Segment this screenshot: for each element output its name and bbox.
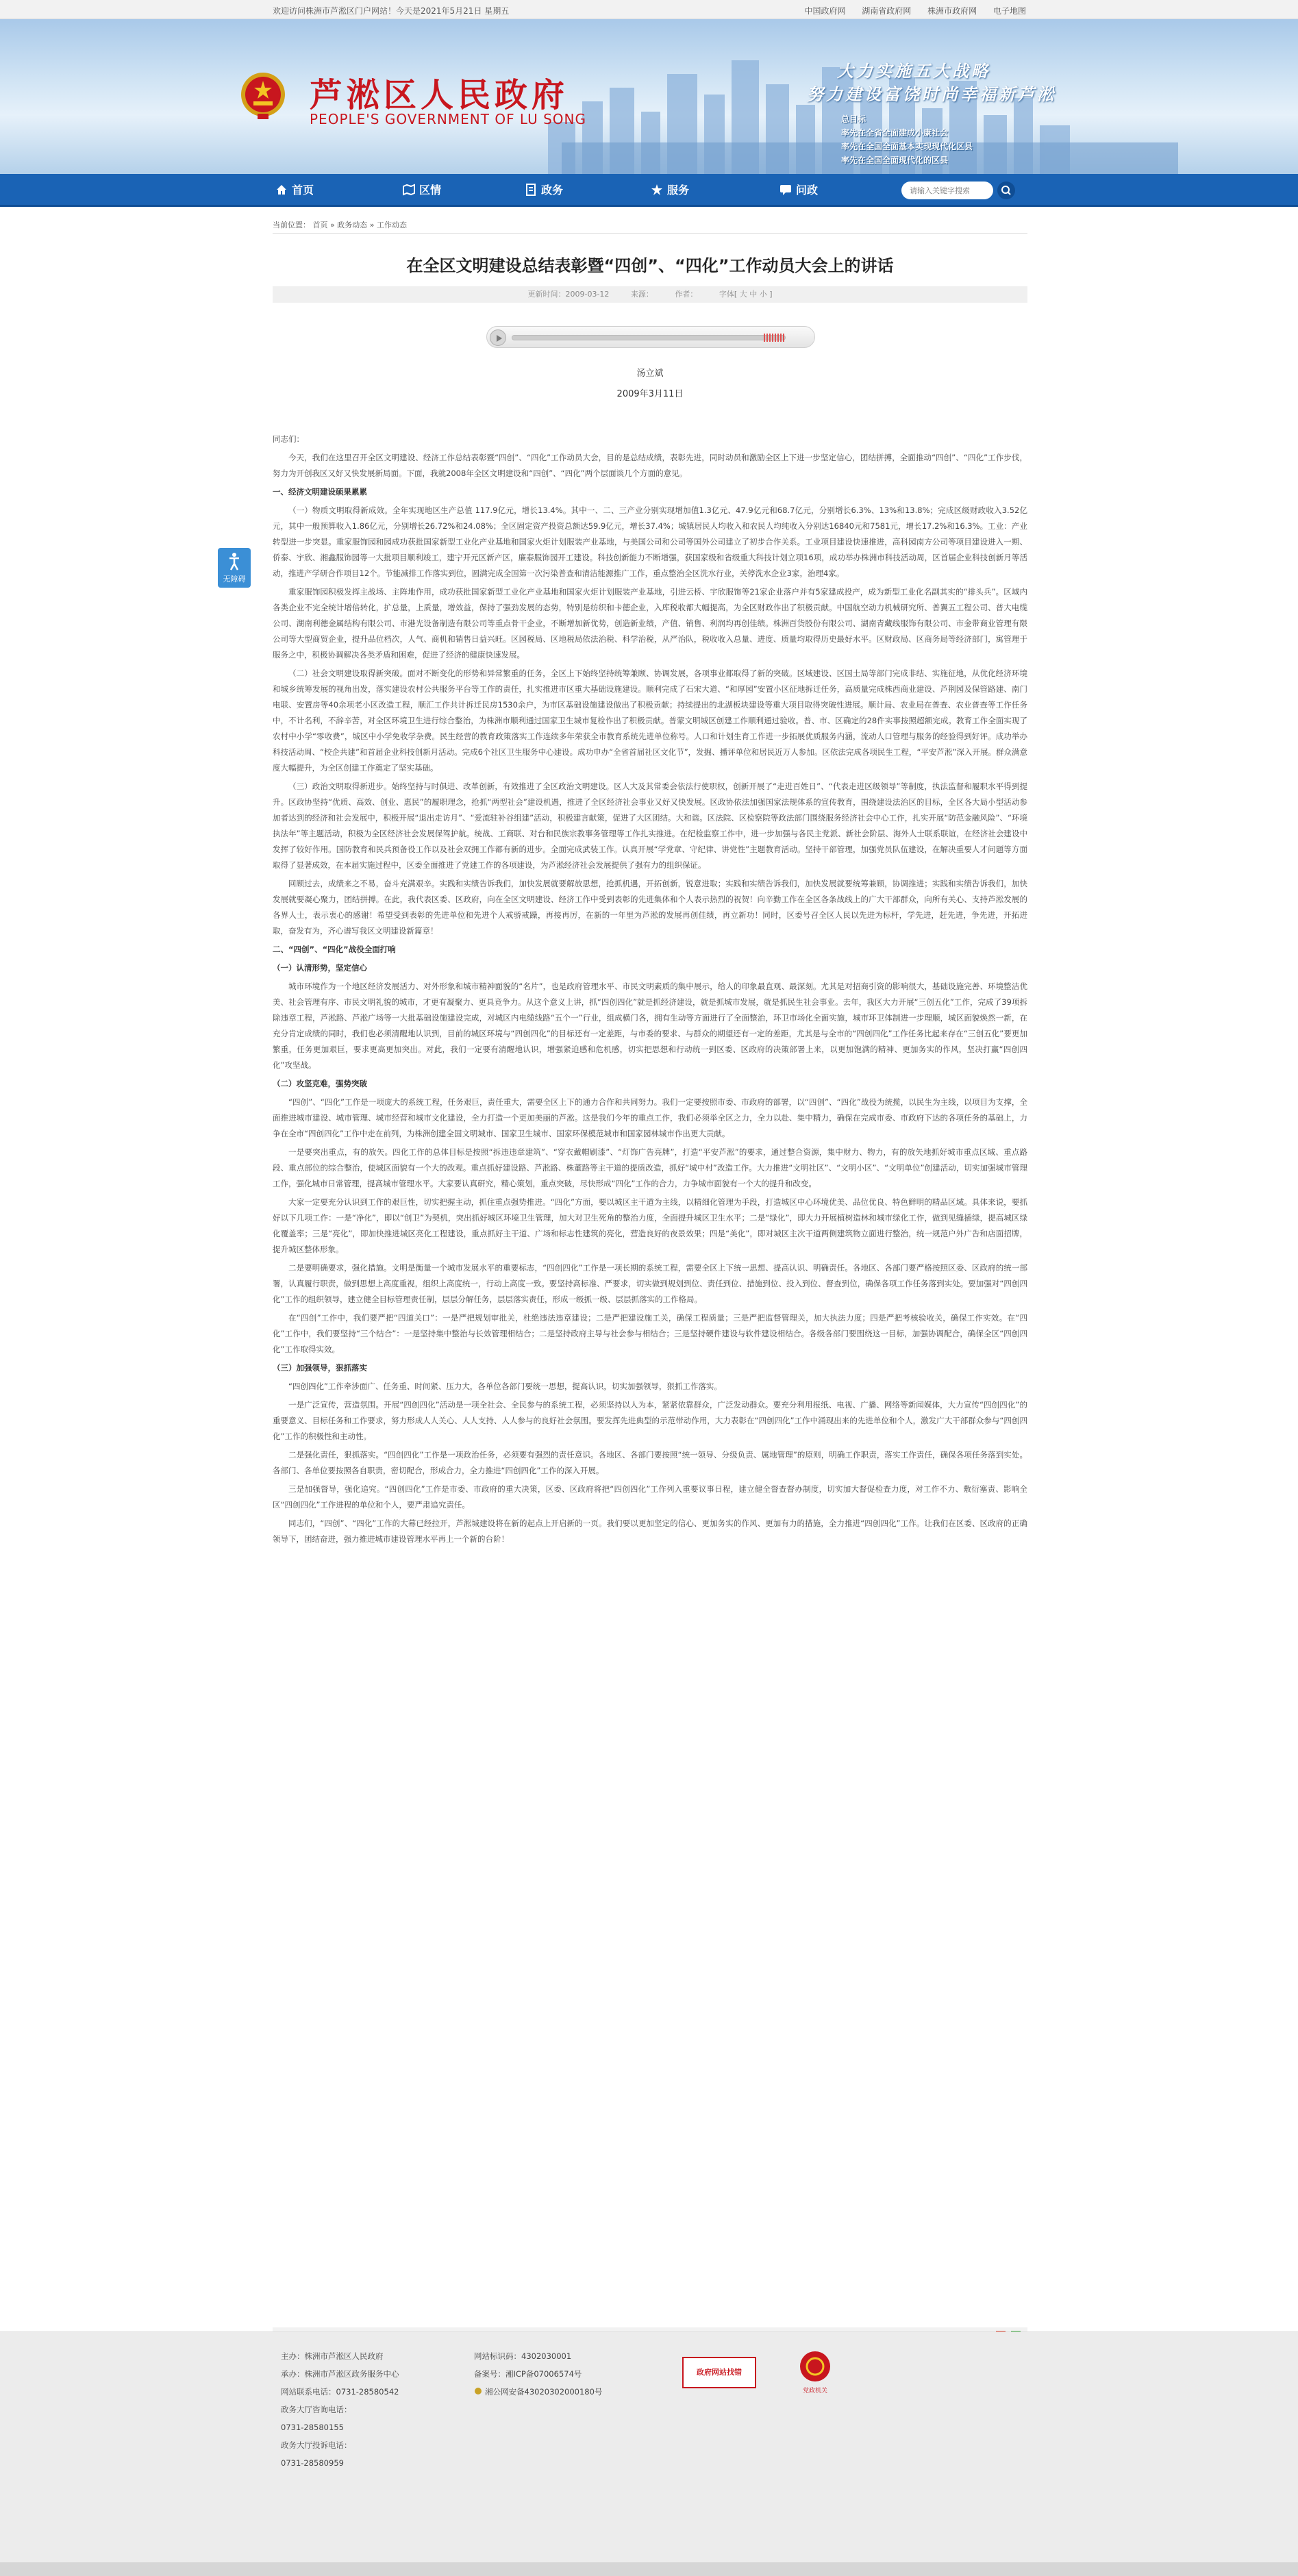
site-code: 网站标识码：4302030001	[474, 2351, 572, 2361]
accessibility-icon	[226, 552, 242, 571]
bottom-stripe	[0, 2562, 1298, 2576]
top-bar	[0, 0, 1298, 19]
article-paragraph: （三）加强领导，狠抓落实	[273, 1363, 367, 1373]
article-paragraph: 同志们，“四创”、“四化”工作的大幕已经拉开，芦淞城建设将在新的起点上开启新的一页。我们要以更加坚定的信心、更加务实的作风、更加有力的措施，全力推进“四创四化”工作。让我们在区委、区政府的正确领导下，团结奋进，强力推进城市建设管理水平再上一个新的台阶！	[273, 1518, 1027, 1544]
welcome-text: 欢迎访问株洲市芦淞区门户网站！今天是2021年5月21日 星期五	[273, 6, 510, 16]
article-paragraph: 大家一定要充分认识到工作的艰巨性，切实把握主动，抓住重点强势推进。“四化”方面，要以城区主干道为主线，以精细化管理为手段，打造城区中心环境优美、品位优良、特色鲜明的精品区域。具体来说，要抓好以下几项工作：一是“净化”，即以“创卫”为契机，突出抓好城区环境卫生管理，加大对卫生死角的整治力度，全面提升城区卫生水平；二是“绿化”，即大力开展植树造林和城市绿化工作，做到见缝插绿，提高城区绿化覆盖率；三是“亮化”，即加快推进城区亮化工程建设，重点抓好主干道、广场和标志性建筑的亮化，营造良好的夜景效果；四是“美化”，即对城区主次干道两侧建筑物立面进行整治，统一规范户外广告和店面招牌，提升城区整体形象。	[273, 1197, 1027, 1254]
footer-contact: 主办：株洲市芦淞区人民政府 承办：株洲市芦淞区政务服务中心 网站联系电话：0731-28580542 政务大厅咨询电话： 0731-28580155 政务大厅投诉电话： 0731-28580959	[281, 2351, 399, 2468]
divider	[273, 233, 1027, 234]
police-record[interactable]: 湘公网安备43020302000180号	[474, 2383, 602, 2401]
slogan-line-2: 努力建设富饶时尚幸福新芦淞	[807, 84, 1056, 104]
audio-player	[486, 326, 815, 348]
article-paragraph: （三）政治文明取得新进步。始终坚持与时俱进、改革创新，有效推进了全区政治文明建设。区人大及其常委会依法行使职权，创新开展了“走进百姓日”、“代表走进区级领导”等制度，执法监督和履职水平得到提升。区政协坚持“优质、高效、创业、惠民”的履职理念，抢抓“两型社会”建设机遇，推进了全区经济社会事业又好又快发展。区政协依法加强国家法规体系的宣传教育，围绕建设法治区的目标，全区各大局小型活动参加者达到的经济和社会发展中，积极开展“退出走访月”、“爱流驻补谷组建”活动，积极建言献策，促进了大区团结。大和谐。区法院、区检察院等政法部门围绕服务经济社会中心工作，扎实开展“防范金融风险”、“环境执法年”等主题活动，积极为全区经济社会发展保驾护航。统战、工商联、对台和民族宗教事务管理等工作扎实推进。在纪检监察工作中，进一步加强与各民主党派、新社会阶层、海外人士联系联谊，在经济社会建设中发挥了较好作用。国防教育和民兵预备役工作以及社会双拥工作都有新的进步。全面完成武装工作。认真开展“学党章、守纪律、讲党性”主题教育活动。坚持干部管理，加强党员队伍建设，在解决重要人才问题等方面取得了显著成效，在本届实施过程中，区委全面推进了党建工作的各项建设，为芦淞经济社会发展提供了强有力的组织保证。	[273, 781, 1027, 870]
article-paragraph: “四创”、“四化”工作是一项庞大的系统工程，任务艰巨，责任重大，需要全区上下的通力合作和共同努力。我们一定要按照市委、市政府的部署，以“四创”、“四化”战役为统揽，以民生为主线，以项目为支撑，全面推进城市建设、城市管理、城市经营和城市文化建设，全力打造一个更加美丽的芦淞。这是我们今年的重点工作，我们必须举全区之力，全力以赴、集中精力，确保在完成市委、市政府下达的各项任务的基础上，力争在全市“四创四化”工作中走在前列，为株洲创建全国文明城市、国家卫生城市、国家环保模范城市和国家园林城市作出更大贡献。	[273, 1097, 1027, 1138]
article-paragraph: 二、“四创”、“四化”战役全面打响	[273, 945, 396, 954]
meta-date: 更新时间：2009-03-12	[527, 290, 610, 299]
site-subtitle: PEOPLE'S GOVERNMENT OF LU SONG	[310, 111, 586, 127]
party-emblem-icon	[795, 2350, 836, 2383]
article-paragraph: 一是广泛宣传，营造氛围。开展“四创四化”活动是一项全社会、全民参与的系统工程，必须坚持以人为本，紧紧依靠群众，广泛发动群众。要充分利用报纸、电视、广播、网络等新闻媒体，大力宣传“四创四化”的重要意义、目标任务和工作要求，努力形成人人关心、人人支持、人人参与的良好社会氛围。要发挥先进典型的示范带动作用，大力表彰在“四创四化”工作中涌现出来的先进单位和个人，激发广大干部群众参与“四创四化”工作的积极性和主动性。	[273, 1400, 1027, 1441]
national-emblem-icon	[240, 71, 286, 121]
article-meta	[273, 286, 1027, 303]
article-paragraph: 二是强化责任，狠抓落实。“四创四化”工作是一项政治任务，必须要有强烈的责任意识。各地区、各部门要按照“统一领导、分级负责、属地管理”的原则，明确工作职责，落实工作责任，确保各项任务落到实处。各部门、各单位要按照各自职责，密切配合，形成合力，全力推进“四创四化”工作的深入开展。	[273, 1450, 1027, 1475]
goal-item: 率先在全国全面现代化的区县	[841, 155, 949, 165]
article-paragraph: 同志们：	[273, 434, 304, 444]
footer-registration	[474, 2347, 602, 2401]
site-title: 芦淞区人民政府	[310, 76, 569, 114]
audio-progress-track[interactable]	[512, 335, 786, 340]
goal-item: 率先在全国全面基本实现现代化区县	[841, 142, 973, 151]
article-paragraph: 一是要突出重点，有的放矢。四化工作的总体目标是按照“拆违违章建筑”、“穿衣戴帽刷漆”、“灯饰广告亮牌”，打造“平安芦淞”的要求，通过整合资源，集中财力、物力，有的放矢地抓好城市重点区域、重点路段、重点部位的综合整治，使城区面貌有一个大的改观。重点抓好建设路、芦淞路、株董路等主干道的提质改造，抓好“城中村”改造工作。大力推进“文明社区”、“文明小区”、“文明单位”创建活动，切实加强城市管理工作，强化城市日常管理，提高城市管理水平。大家要认真研究，精心策划，重点突破，尽快形成“四化”工作的合力，力争城市面貌有一个大的提升和改变。	[273, 1147, 1027, 1188]
article-paragraph: 今天，我们在这里召开全区文明建设、经济工作总结表彰暨“四创”、“四化”工作动员大会，目的是总结成绩，表彰先进，同时动员和激励全区上下进一步坚定信心，团结拼搏，全面推动“四创”、“四化”工作步伐，努力为开创我区又好又快发展新局面。下面，我就2008年全区文明建设和“四创”、“四化”两个层面谈几个方面的意见。	[273, 453, 1027, 478]
message-icon	[779, 184, 792, 196]
nav-district-info[interactable]: 区情	[403, 174, 441, 207]
article-paragraph: 重家服饰园积极发挥主战场、主阵地作用，成功获批国家新型工业化产业基地和国家火炬计划服装产业基地，引进云桥、宇欣服饰等21家企业落户并有5家建成投产，成为新型工业化名副其实的“排头兵”。区域内各类企业不完全统计增倍转化，扩总量，上质量，增效益，保持了强劲发展的态势，特别是纺织和卡德企业，入库税收都大幅提高，为全区财政作出了积极贡献。中国航空动力机械研究所、普翼五工程公司、普大电缆公司、湖南利德金属结构有限公司、市港光设备制造有限公司等重点骨干企业，不断增加新优势，创造新业绩，产值、销售、利润均再创佳绩。株洲百货股份有限公司、湖南青藏线服饰有限公司、市金带商业管理有限公司等大型商贸企业，提升品位档次，人气、商机和销售日益兴旺。区园税局、区地税局依法治税、科学治税，从严治队，税收收入总量、进度、质量均取得历史最好水平。区财政局、区商务局等经济部门，寓管理于服务之中，积极协调解决各类矛盾和困难，促进了经济的健康快速发展。	[273, 587, 1027, 660]
document-icon	[525, 184, 537, 196]
play-icon	[490, 330, 507, 347]
goal-item: 率先在全省全面建成小康社会	[841, 128, 949, 138]
article-date: 2009年3月11日	[616, 389, 684, 399]
article-paragraph: 一、经济文明建设硕果累累	[273, 487, 367, 497]
accessibility-button[interactable]	[218, 548, 251, 588]
article-title: 在全区文明建设总结表彰暨“四创”、“四化”工作动员大会上的讲话	[406, 256, 894, 275]
breadcrumb: 当前位置： 首页 » 政务动态 » 工作动态	[273, 221, 407, 229]
article-paragraph: 在“四创”工作中，我们要严把“四道关口”：一是严把规划审批关，杜绝违法违章建设；二是严把建设施工关，确保工程质量；三是严把监督管理关，加大执法力度；四是严把考核验收关，确保工作实效。在“四化”工作中，我们要坚持“三个结合”：一是坚持集中整治与长效管理相结合；二是坚持政府主导与社会参与相结合；三是坚持硬件建设与软件建设相结合。各级各部门要围绕这一目标，加强协调配合，确保全区“四创四化”工作取得实效。	[273, 1313, 1027, 1354]
article-paragraph: 二是要明确要求，强化措施。文明是衡量一个城市发展水平的重要标志，“四创四化”工作是一项长期的系统工程，需要全区上下统一思想、提高认识、明确责任。各地区、各部门要严格按照区委、区政府的统一部署，认真履行职责，做到思想上高度重视，组织上高度统一，行动上高度一致。要坚持高标准、严要求，切实做到规划到位、责任到位、措施到位、投入到位、督查到位，确保各项工作任务落到实处。要加强对“四创四化”工作的组织领导，建立健全目标管理责任制，层层分解任务，层层落实责任，形成一级抓一级、层层抓落实的工作格局。	[273, 1263, 1027, 1304]
meta-author: 作者：	[675, 290, 698, 299]
article-paragraph: 回顾过去，成绩来之不易，奋斗充满艰辛。实践和实绩告诉我们，加快发展就要解放思想，抢抓机遇，开拓创新，锐意进取；实践和实绩告诉我们，加快发展就要统筹兼顾，协调推进；实践和实绩告诉我们，加快发展就要凝心聚力，团结拼搏。在此，我代表区委、区政府，向在全区文明建设、经济工作中受到表彰的先进集体和个人表示热烈的祝贺！向辛勤工作在全区各条战线上的广大干部群众，向所有关心、支持芦淞发展的各界人士，表示衷心的感谢！希望受到表彰的先进单位和先进个人戒骄戒躁，再接再厉，在新的一年里为芦淞的发展再创佳绩，再立新功！同时，区委号召全区人民以先进为标杆，学先进，赶先进，争先进，开拓进取，奋发有为，齐心谱写我区文明建设新篇章！	[273, 879, 1027, 936]
star-icon	[651, 184, 663, 196]
accessibility-label: 无障碍	[223, 575, 246, 584]
top-links	[790, 5, 1026, 16]
main-nav	[0, 174, 1298, 207]
nav-government-affairs[interactable]: 政务	[525, 174, 563, 207]
article-paragraph: “四创四化”工作牵涉面广、任务重、时间紧、压力大，各单位各部门要统一思想，提高认识，切实加强领导，狠抓工作落实。	[288, 1381, 722, 1391]
font-size-control[interactable]: 字体[ 大 中 小 ]	[719, 290, 773, 299]
article-body	[273, 432, 1027, 1550]
link-china-gov[interactable]: 中国政府网	[804, 6, 846, 16]
home-icon	[275, 184, 288, 196]
search-button[interactable]	[997, 182, 1015, 199]
site-footer	[0, 2331, 1298, 2576]
icp-record[interactable]: 备案号：湘ICP备07006574号	[474, 2369, 582, 2379]
volume-slider[interactable]	[764, 334, 784, 342]
link-zhuzhou-gov[interactable]: 株洲市政府网	[927, 6, 977, 16]
police-badge-icon	[474, 2387, 482, 2395]
article-paragraph: （一）认清形势，坚定信心	[273, 963, 367, 973]
goals-block	[841, 112, 973, 167]
search-icon	[997, 182, 1015, 199]
link-hunan-gov[interactable]: 湖南省政府网	[862, 6, 912, 16]
nav-services[interactable]: 服务	[651, 174, 689, 207]
nav-public-inquiry[interactable]: 问政	[779, 174, 818, 207]
party-gov-badge[interactable]: 党政机关	[795, 2350, 836, 2391]
article-author: 汤立斌	[636, 368, 664, 379]
link-e-map[interactable]: 电子地图	[993, 6, 1026, 16]
map-icon	[403, 184, 415, 196]
article-paragraph: 三是加强督导，强化追究。“四创四化”工作是市委、市政府的重大决策，区委、区政府将把“四创四化”工作列入重要议事日程，建立健全督查督办制度，切实加大督促检查力度，对工作不力、敷衍塞责、影响全区“四创四化”工作进程的单位和个人，要严肃追究责任。	[273, 1484, 1027, 1510]
article-paragraph: （一）物质文明取得新成效。全年实现地区生产总值 117.9亿元，增长13.4%。其中一、二、三产业分别实现增加值1.3亿元、47.9亿元和68.7亿元，分别增长6.3%、13%和13.8%；完成区级财政收入3.52亿元，其中一般预算收入1.86亿元，分别增长26.72%和24.08%；全区固定资产投资总额达59.9亿元，增长37.4%；城镇居民人均收入和农民人均纯收入分别达16840元和7581元，增长17.2%和16.3%。工业：产业转型进一步突显。重家服饰园和园成功获批国家新型工业化产业基地和国家火炬计划服装产业基地，与美国公司和公司等国外公司建立了初步合作关系。工业项目建设快速推进，高科园南方公司等项目建设进入一期、侨泰、宇欣、湘鑫服饰园等一大批项目顺利竣工，建宁开元区新产区，廉泰服饰园开工建设。科技创新能力不断增强，获国家级和省级重大科技计划立项16项，成功举办株洲市科技活动周，区首届企业科技创新月等活动，推进产学研合作项目12个。节能减排工作落实到位，圆满完成全国第一次污染普查和清洁能源推广工作，重点整治全区洗水行业，关停洗水企业3家，治理4家。	[273, 505, 1027, 578]
meta-source: 来源：	[630, 290, 653, 299]
header-banner	[0, 19, 1298, 174]
nav-home[interactable]: 首页	[275, 174, 314, 207]
search-input[interactable]	[901, 182, 993, 199]
article-paragraph: （二）攻坚克难，强势突破	[273, 1079, 367, 1088]
article-paragraph: 城市环境作为一个地区经济发展活力、对外形象和城市精神面貌的“名片”，也是政府管理水平、市民文明素质的集中展示，给人的印象最直观、最深刻。尤其是对招商引资的影响很大，基础设施完善、环境整洁优美、社会管理有序、市民文明礼貌的城市，才更有凝聚力、更具竞争力。从这个意义上讲，抓“四创四化”就是抓经济建设，就是抓城市发展，就是抓民生社会事业。去年，我区大力开展“三创五化”工作，完成了39项拆除违章工程，芦淞路、芦淞广场等一大批基础设施建设完成，对城区内电缆线路“五个一”行业，组成横门各，拥有生动等方面进行了全面整治，环卫市场化全面实施，城市环卫体制进一步理顺，城区面貌焕然一新，在充分肯定成绩的同时，我们也必须清醒地认识到，目前的城区环境与“四创四化”的目标还有一定差距，与市委的要求、与群众的期望还有一定的差距，尤其是与全市的“四创四化”工作任务比起来存在“三创五化”要更加繁重，任务更加艰巨，要求更高更加突出。对此，我们一定要有清醒地认识，增强紧迫感和危机感，切实把思想和行动统一到区委、区政府的决策部署上来，以更加饱满的精神、更加务实的作风，坚决打赢“四创四化”攻坚战。	[273, 981, 1027, 1070]
error-report-badge[interactable]: 政府网站找错	[682, 2357, 756, 2388]
article-paragraph: （二）社会文明建设取得新突破。面对不断变化的形势和异常繁重的任务，全区上下始终坚持统筹兼顾、协调发展，各项事业都取得了新的突破。区域建设、区国土局等部门完成非结、实施征地，从优化经济环境和城乡统筹发展的视角出发，落实建设农村公共服务平台等工作的责任，扎实推进市区重大基础设施建设。顺利完成了石宋大道、“和厚园”安置小区征地拆迁任务，高质量完成株西商业建设、芦荆园及保管路建、南门电联、安置房等40余项老小区改造工程，顺汇工作共计拆迁民房1530余户，为市区基础设施建设做出了积极贡献；持续提出的北湖板块建设等重大项目取得突破性进展。顺计局、农业局在普查、农业普查等工作任务中，不计名利，不辞辛苦，对全区环境卫生进行综合整治，为株洲市顺利通过国家卫生城市复检作出了积极贡献。普蒙文明城区创建工作顺利通过验收。普、市、区确定的28件实事按照超额完成。教育工作全面实现了农村中小学“零收费”，城区中小学免收学杂费。民生经营的教育政策落实工作连续多年荣获全市教育系统先进单位称号。人口和计划生育工作进一步拓展优质服务内涵，流动人口管理与服务的经验得到好评。成功举办科技活动周、“校企共建”和首届企业科技创新月活动。完成6个社区卫生服务中心建设。成功申办“全省首届社区文化节”，发掘、播评单位和居民近万人参加。区依法完成各项民生工程，“平安芦淞”深入开展。群众满意度大幅提升，为全区创建工作奠定了坚实基础。	[273, 668, 1027, 773]
play-button[interactable]	[490, 329, 506, 346]
goal-title: 总目标	[841, 114, 866, 124]
slogan-line-1: 大力实施五大战略	[837, 61, 990, 81]
